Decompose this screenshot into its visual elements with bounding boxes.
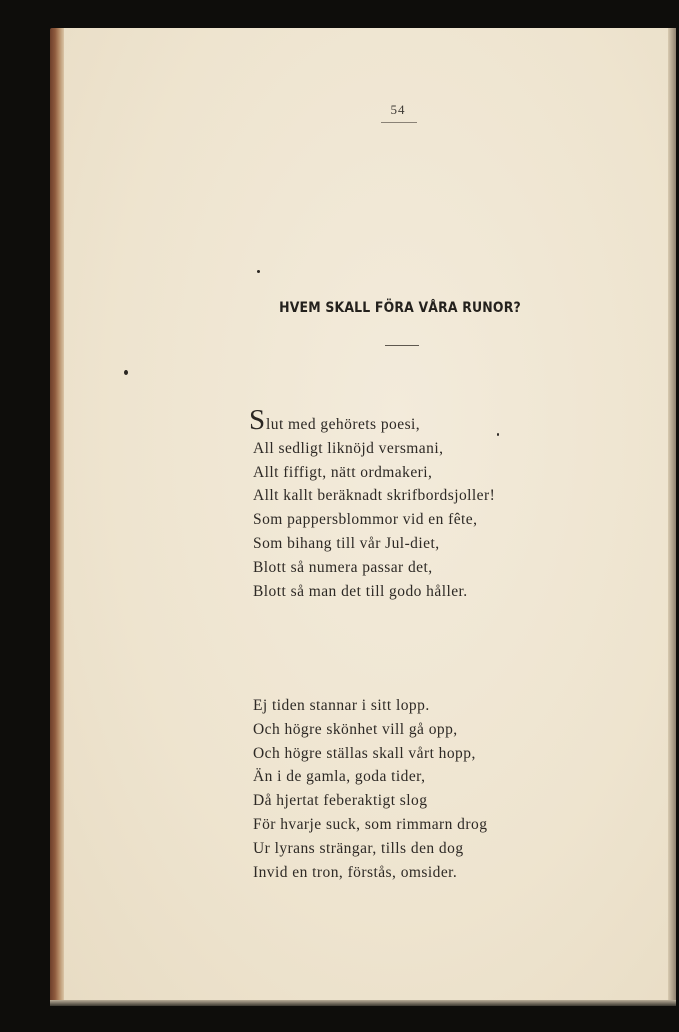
poem-line: Blott så man det till godo håller. (253, 582, 468, 600)
stanza-2 (253, 694, 487, 884)
poem-line: Ur lyrans strängar, tills den dog (253, 839, 464, 857)
page-number: 54 (390, 102, 406, 117)
page-number-rule (381, 122, 417, 123)
drop-cap: S (249, 404, 266, 436)
ink-speck (124, 370, 128, 375)
page-bottom-shadow (50, 1000, 676, 1006)
poem-line: För hvarje suck, som rimmarn drog (253, 815, 488, 833)
poem-line: Och högre ställas skall vårt hopp, (253, 744, 476, 762)
poem-line: All sedligt liknöjd versmani, (253, 439, 444, 457)
ink-speck (497, 433, 499, 436)
poem-line: Invid en tron, förstås, omsider. (253, 863, 458, 881)
poem-line: Ej tiden stannar i sitt lopp. (253, 697, 430, 714)
poem-line: Blott så numera passar det, (253, 558, 433, 576)
stanza-1 (249, 404, 496, 603)
poem-line (249, 404, 495, 437)
poem-line: Allt kallt beräknadt skrifbordsjoller! (253, 487, 496, 505)
poem-line: Allt fiffigt, nätt ordmakeri, (253, 463, 433, 481)
poem-line: Än i de gamla, goda tider, (253, 768, 426, 786)
poem-title: HVEM SKALL FÖRA VÅRA RUNOR? (279, 300, 521, 316)
title-divider (385, 345, 419, 346)
ink-speck (257, 270, 260, 273)
poem-line: Då hjertat feberaktigt slog (253, 792, 428, 810)
poem-line: Och högre skönhet vill gå opp, (253, 720, 458, 738)
poem-line: Som pappersblommor vid en fête, (253, 511, 478, 529)
poem-line-text: lut med gehörets poesi, (266, 416, 421, 433)
poem-line: Som bihang till vår Jul-diet, (253, 534, 440, 552)
page-right-shadow (668, 28, 676, 1004)
